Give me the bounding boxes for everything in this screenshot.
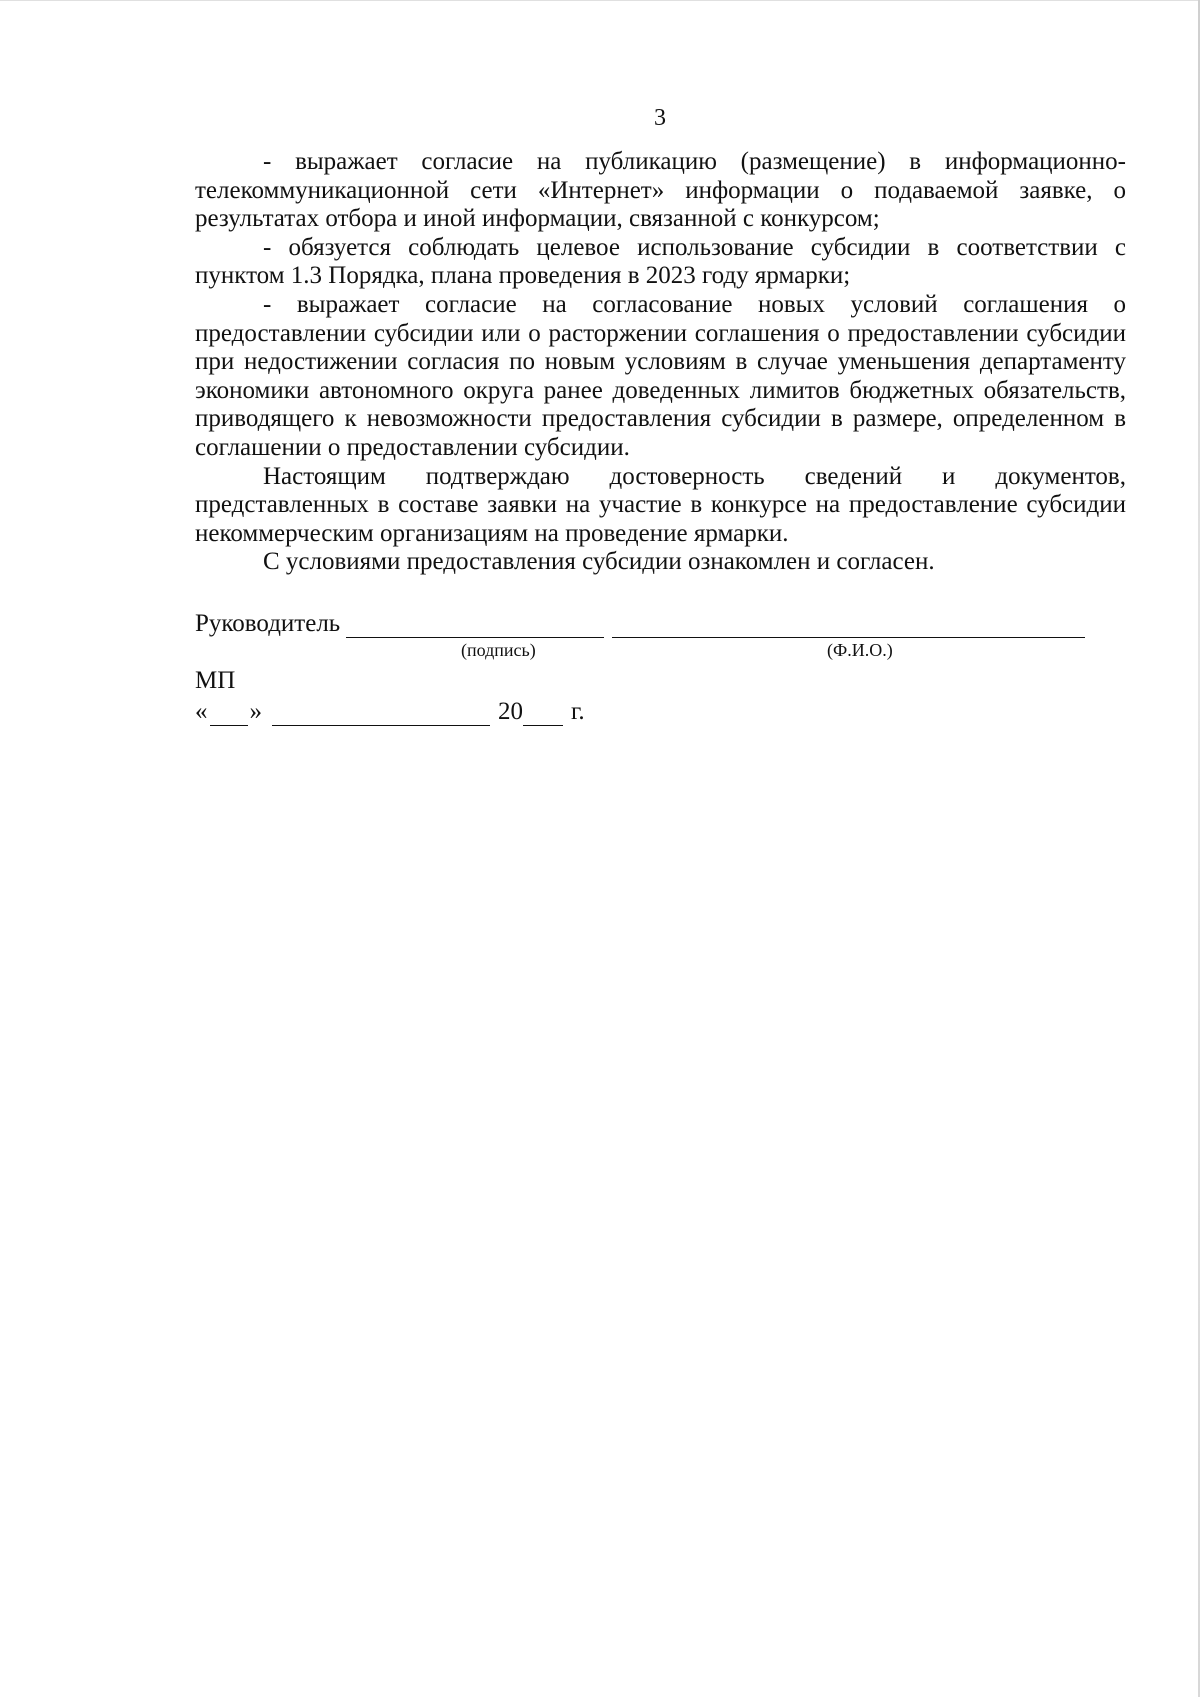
paragraph-acknowledgement: С условиями предоставления субсидии ознакомлен и согласен.	[263, 548, 935, 576]
date-day-blank	[210, 705, 248, 726]
date-year-suffix: г.	[571, 698, 585, 725]
paragraph-publication-consent: - выражает согласие на публикацию (размещение) в информационно-телекоммуникационной сети «Интернет» информации о подаваемой заявке, о результатах отбора и иной информации, связанной с конкурсом;	[195, 148, 1126, 233]
signer-label: Руководитель	[195, 610, 341, 637]
signature-line	[346, 615, 604, 638]
date-month-blank	[272, 705, 490, 726]
paragraph-confirmation: Настоящим подтверждаю достоверность сведений и документов, представленных в составе заявки на участие в конкурсе на предоставление субсидии некоммерческим организациям на проведение ярмарки.	[195, 462, 1126, 547]
signature-caption: (подпись)	[461, 640, 536, 660]
signature-captions	[195, 638, 1126, 660]
date-close-quote: »	[249, 698, 262, 725]
document-body	[195, 148, 1126, 577]
fio-line	[612, 615, 1085, 638]
paragraph-agreement-terms: - выражает согласие на согласование новых условий соглашения о предоставлении субсидии или о расторжении соглашения о предоставлении субсидии при недостижении согласия по новым условиям в случае уменьшения департаменту экономики автономного округа ранее доведенных лимитов бюджетных обязательств, приводящего к невозможности предоставления субсидии в размере, определенном в соглашении о предоставлении субсидии.	[195, 290, 1126, 461]
fio-caption: (Ф.И.О.)	[827, 640, 893, 660]
paragraph-target-use: - обязуется соблюдать целевое использование субсидии в соответствии с пунктом 1.3 Порядка, плана проведения в 2023 году ярмарки;	[195, 233, 1126, 290]
page-number: 3	[654, 105, 666, 131]
scan-top-edge	[0, 0, 1200, 1]
signature-row	[195, 606, 1126, 638]
date-year-blank	[523, 705, 563, 726]
date-open-quote: «	[195, 698, 208, 725]
date-year-prefix: 20	[498, 698, 523, 725]
signature-block	[195, 606, 1126, 726]
stamp-mark: МП	[195, 667, 236, 694]
date-row	[195, 696, 1126, 726]
